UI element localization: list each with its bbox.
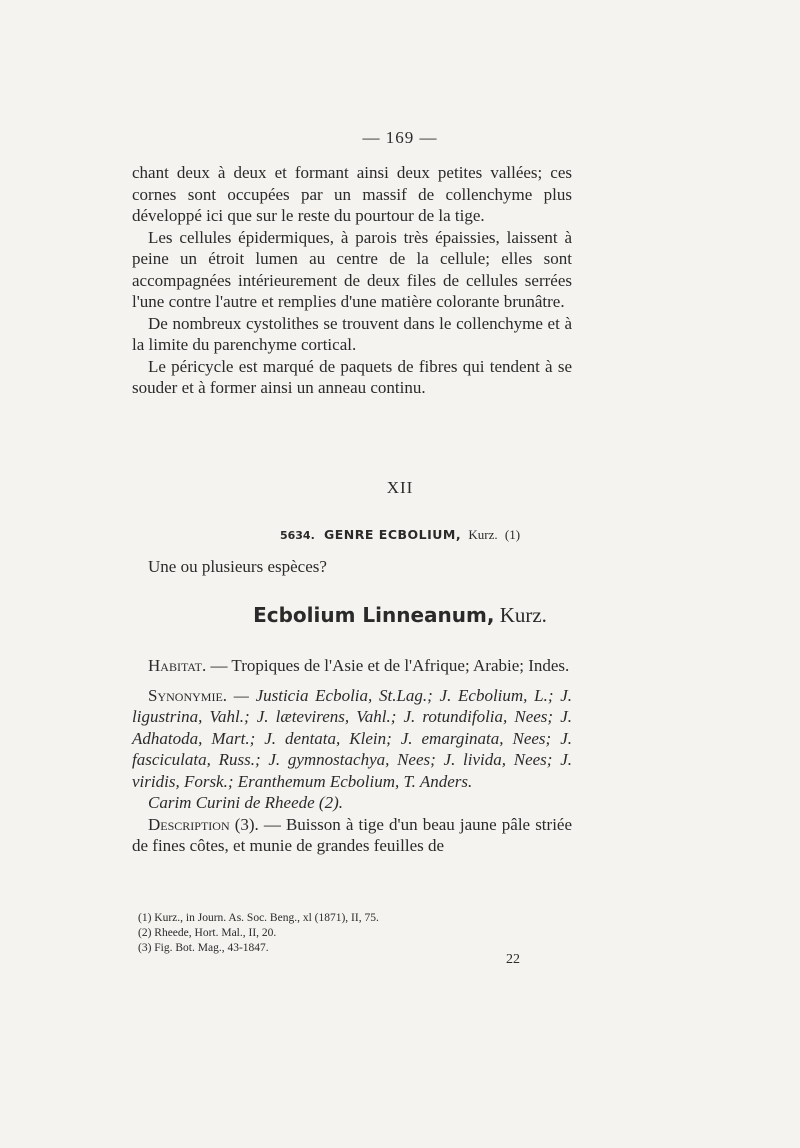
description-label: Description [148,814,230,834]
synonymie-paragraph [132,685,572,793]
genus-number: 5634. [279,529,315,542]
genus-note-ref: (1) [504,527,521,542]
description-text: (3). — Buisson à tige d'un beau jaune pâle striée de fines côtes, et munie de grandes feuilles de [132,814,573,855]
carim-paragraph [132,792,572,814]
genus-author: Kurz. [468,527,498,542]
paragraph-continuation: chant deux à deux et formant ainsi deux petites vallées; ces cornes sont occupées par un massif de collenchyme plus développé ici que sur le reste du pourtour de la tige. [132,163,572,225]
question-line: Une ou plusieurs espèces? [148,557,327,576]
species-name: Ecbolium Linneanum, [253,603,495,627]
section-number: XII [386,478,414,497]
description-paragraph [132,814,572,857]
footnote-3: (3) Fig. Bot. Mag., 43-1847. [138,942,269,954]
synonymie-label: Synonymie. [148,685,228,705]
species-author: Kurz. [499,603,547,627]
page-number: — 169 — [362,128,438,147]
footnote-1: (1) Kurz., in Journ. As. Soc. Beng., xl (1871), II, 75. [138,912,379,924]
species-text-block [132,655,572,857]
habitat-paragraph [132,655,572,677]
top-text-block [132,162,572,399]
paragraph-cystolithes: De nombreux cystolithes se trouvent dans le collenchyme et à la limite du parenchyme cortical. [132,313,572,354]
habitat-text: — Tropiques de l'Asie et de l'Afrique; Arabie; Indes. [210,656,570,675]
genus-name: GENRE ECBOLIUM, [324,527,462,542]
signature-mark: 22 [506,952,520,967]
paragraph-pericycle: Le péricycle est marqué de paquets de fibres qui tendent à se souder et à former ainsi un anneau continu. [132,356,572,397]
footnotes [138,911,379,956]
synonymie-text: — Justicia Ecbolia, St.Lag.; J. Ecbolium, L.; J. ligustrina, Vahl.; J. lætevirens, Vahl.; J. rotundifolia, Nees; J. Adhatoda, Mart.; J. dentata, Klein; J. emarginata, Nees; J. fasciculata, Russ.; J. gymnostachya, Nees; J. livida, Nees; J. viridis, Forsk.; Eranthemum Ecbolium, T. Anders. [132,685,573,791]
habitat-label: Habitat. [148,656,207,675]
species-heading [0,603,800,628]
carim-text: Carim Curini de Rheede (2). [148,793,343,812]
genus-heading [0,527,800,543]
paragraph-epidermis: Les cellules épidermiques, à parois très épaissies, laissent à peine un étroit lumen au centre de la cellule; elles sont accompagnées intérieurement de deux files de cellules serrées l'une contre l'autre et remplies d'une matière colorante brunâtre. [132,227,572,311]
footnote-2: (2) Rheede, Hort. Mal., II, 20. [138,927,277,939]
